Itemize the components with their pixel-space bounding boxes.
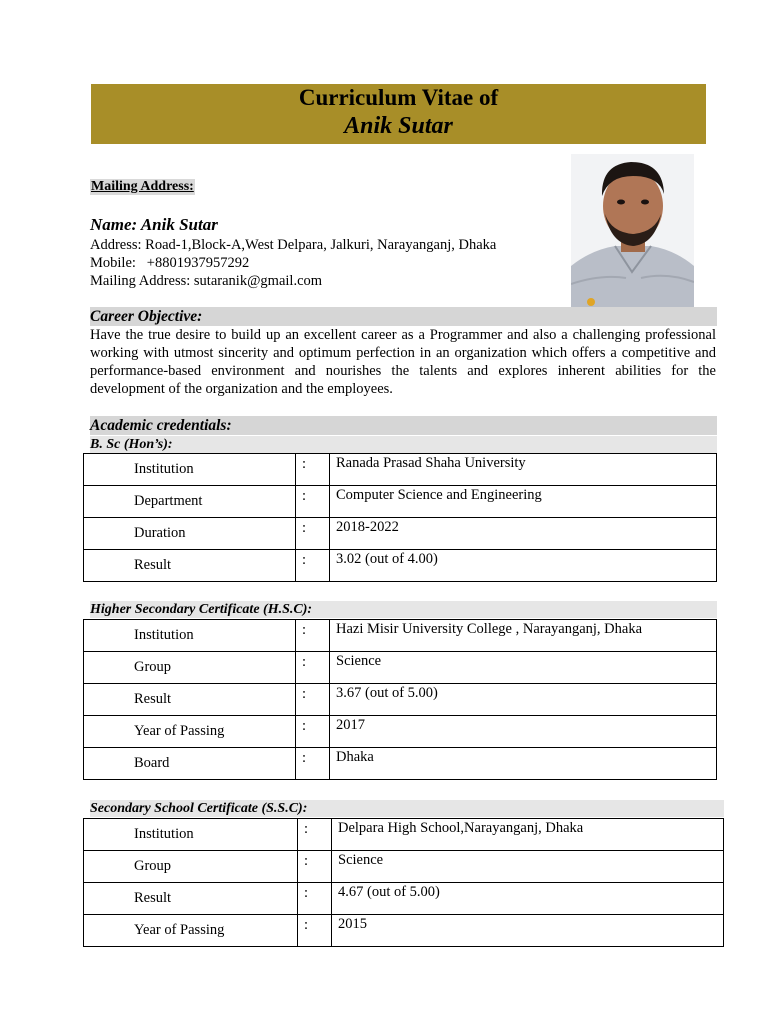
row-colon: : (298, 883, 332, 915)
email-line: Mailing Address: sutaranik@gmail.com (90, 273, 323, 289)
row-colon: : (296, 748, 330, 780)
row-label-cell (84, 518, 296, 550)
table-row (84, 550, 717, 582)
row-value: Ranada Prasad Shaha University (330, 454, 717, 486)
row-label-cell (84, 819, 298, 851)
row-label-cell (84, 652, 296, 684)
table-row (84, 684, 717, 716)
table-row (84, 748, 717, 780)
row-label-cell (84, 883, 298, 915)
cv-name: Anik Sutar (344, 113, 453, 139)
row-colon: : (296, 684, 330, 716)
row-label: Institution (134, 627, 194, 643)
row-label: Institution (134, 826, 194, 842)
career-objective-heading: Career Objective: (90, 307, 717, 326)
row-colon: : (296, 518, 330, 550)
row-label-cell (84, 486, 296, 518)
row-value: Hazi Misir University College , Narayanganj, Dhaka (330, 620, 717, 652)
bsc-heading: B. Sc (Hon’s): (90, 436, 717, 453)
mobile-line: Mobile: +8801937957292 (90, 255, 250, 271)
row-label-cell (84, 851, 298, 883)
row-value: Science (332, 851, 724, 883)
row-value: 2017 (330, 716, 717, 748)
row-colon: : (298, 851, 332, 883)
cv-title: Curriculum Vitae of (298, 85, 499, 110)
row-colon: : (296, 716, 330, 748)
ssc-heading: Secondary School Certificate (S.S.C): (90, 800, 724, 817)
hsc-heading: Higher Secondary Certificate (H.S.C): (90, 601, 717, 618)
table-row (84, 883, 724, 915)
row-label-cell (84, 550, 296, 582)
row-label-cell (84, 915, 298, 947)
row-label: Result (134, 557, 172, 573)
row-label-cell (84, 748, 296, 780)
row-value: Dhaka (330, 748, 717, 780)
row-colon: : (296, 652, 330, 684)
table-row (84, 851, 724, 883)
hsc-table (83, 619, 717, 780)
row-colon: : (296, 620, 330, 652)
row-label-cell (84, 454, 296, 486)
row-label: Result (134, 890, 172, 906)
table-row (84, 486, 717, 518)
row-value: 2018-2022 (330, 518, 717, 550)
row-colon: : (298, 819, 332, 851)
academic-credentials-heading: Academic credentials: (90, 416, 717, 435)
address-line: Address: Road-1,Block-A,West Delpara, Jalkuri, Narayanganj, Dhaka (90, 237, 497, 253)
table-row (84, 620, 717, 652)
row-value: Computer Science and Engineering (330, 486, 717, 518)
table-row (84, 819, 724, 851)
row-label-cell (84, 716, 296, 748)
row-label: Institution (134, 461, 194, 477)
row-label: Group (134, 659, 172, 675)
name-line: Name: Anik Sutar (90, 215, 218, 234)
row-label: Department (134, 493, 203, 509)
mailing-address-heading: Mailing Address: (91, 179, 194, 194)
row-label: Year of Passing (134, 922, 225, 938)
row-colon: : (296, 486, 330, 518)
row-colon: : (296, 550, 330, 582)
career-objective-text: Have the true desire to build up an excellent career as a Programmer and also a challenging professional working with utmost sincerity and optimum perfection in an organization which offers a competitive and performance-based environment and nourishes the talents and explores inherent abilities for the development of the organization and the employees. (90, 327, 716, 397)
table-row (84, 518, 717, 550)
row-label: Group (134, 858, 172, 874)
row-label-cell (84, 684, 296, 716)
table-row (84, 652, 717, 684)
row-label: Duration (134, 525, 186, 541)
table-row (84, 915, 724, 947)
row-label: Board (134, 755, 170, 771)
title-banner (91, 84, 706, 144)
ssc-table (83, 818, 724, 947)
row-label: Result (134, 691, 172, 707)
row-colon: : (296, 454, 330, 486)
row-label-cell (84, 620, 296, 652)
profile-photo (571, 154, 694, 308)
row-label: Year of Passing (134, 723, 225, 739)
row-value: 3.67 (out of 5.00) (330, 684, 717, 716)
table-row (84, 716, 717, 748)
row-colon: : (298, 915, 332, 947)
row-value: 3.02 (out of 4.00) (330, 550, 717, 582)
row-value: Science (330, 652, 717, 684)
row-value: 2015 (332, 915, 724, 947)
bsc-table (83, 453, 717, 582)
row-value: Delpara High School,Narayanganj, Dhaka (332, 819, 724, 851)
table-row (84, 454, 717, 486)
row-value: 4.67 (out of 5.00) (332, 883, 724, 915)
